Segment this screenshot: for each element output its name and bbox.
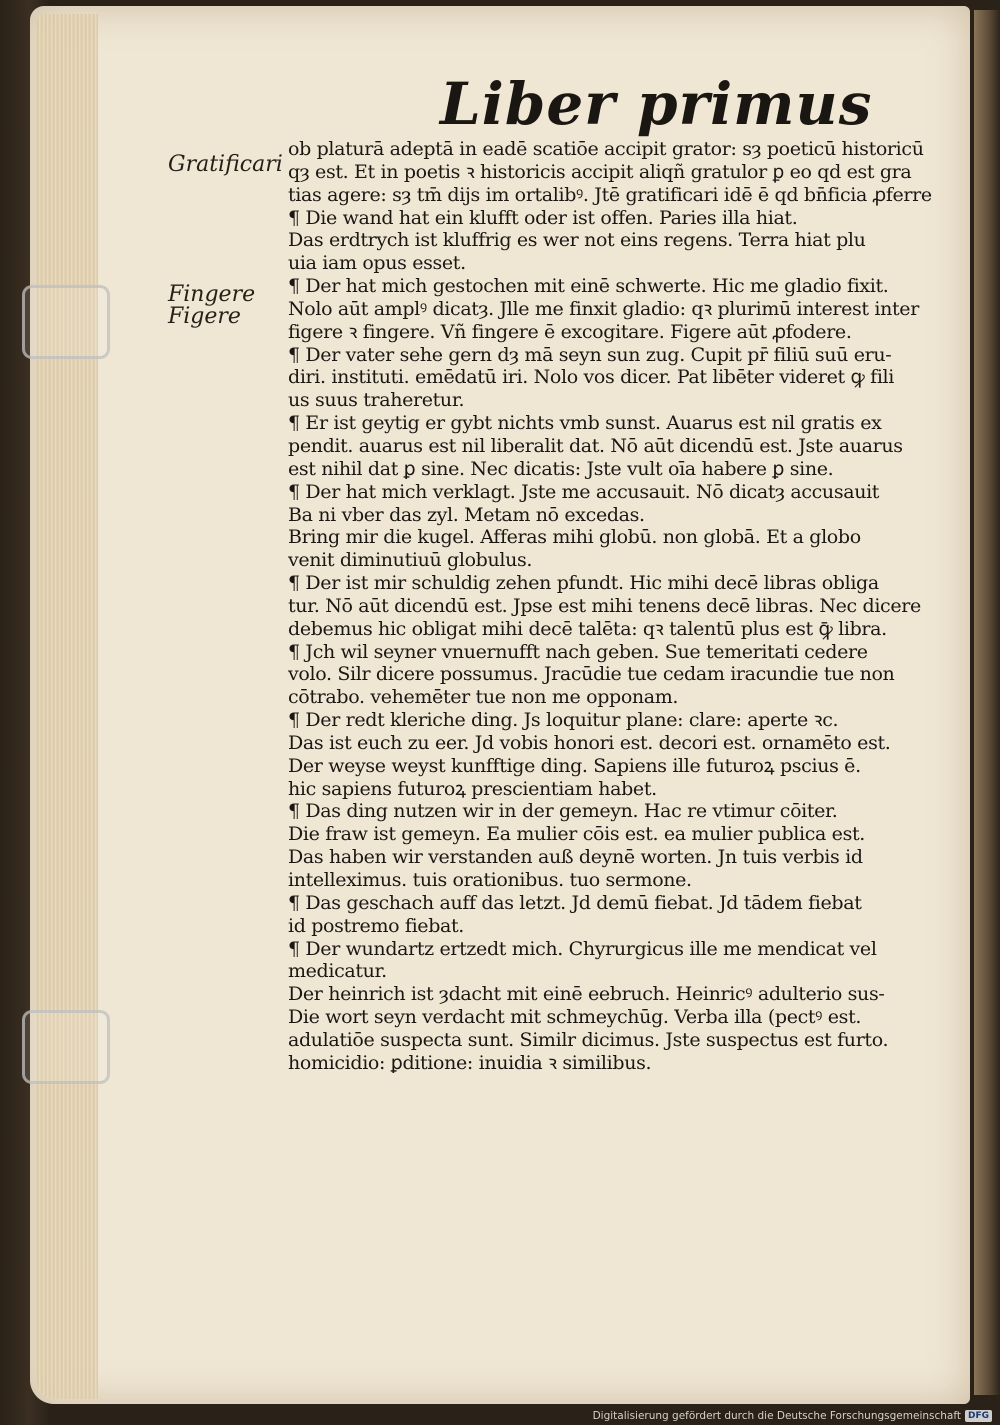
text-line: Das ist euch zu eer. Jd vobis honori est. decori est. ornamēto est. [288,731,891,754]
text-line: hic sapiens futuroꝝ prescientiam habet. [288,777,657,800]
text-line: ¶ Das ding nutzen wir in der gemeyn. Hac re vtimur cōiter. [288,800,838,823]
text-line: us suus traheretur. [288,389,465,412]
page-fore-edge [36,14,98,1399]
facing-page-edge [974,10,1000,1395]
text-line: qȝ est. Et in poetis ꝛ historicis accipit aliqñ gratulor ꝑ eo qd est gra [288,160,912,183]
text-line: id postremo fiebat. [288,914,464,937]
margin-note: Gratificari [168,152,283,177]
text-line: Die wort seyn verdacht mit schmeychūg. Verba illa (pectꝰ est. [288,1006,862,1029]
text-line: ¶ Der redt kleriche ding. Js loquitur plane: clare: aperte ꝛc. [288,709,839,732]
text-line: tur. Nō aūt dicendū est. Jpse est mihi tenens decē libras. Nec dicere [288,594,921,617]
text-line: Das erdtrych ist kluffrig es wer not eins regens. Terra hiat plu [288,229,866,252]
text-line: homicidio: ꝑditione: inuidia ꝛ similibus. [288,1051,652,1074]
running-head: Liber primus [440,70,873,138]
text-line: ¶ Der ist mir schuldig zehen pfundt. Hic mihi decē libras obliga [288,572,879,595]
digitization-credit [593,1410,992,1422]
text-line: Das haben wir verstanden auß deynē worten. Jn tuis verbis id [288,846,863,869]
text-line: debemus hic obligat mihi decē talēta: qꝛ talentū plus est ꝙ̄ libra. [288,617,887,640]
text-line: ¶ Der vater sehe gern dȝ mā seyn sun zug. Cupit pr̄ filiū suū eru- [288,343,892,366]
text-line: est nihil dat ꝑ sine. Nec dicatis: Jste vult oīa habere ꝑ sine. [288,457,834,480]
text-line: ¶ Der hat mich gestochen mit einē schwerte. Hic me gladio fixit. [288,275,889,298]
text-line: pendit. auarus est nil liberalit dat. Nō aūt dicendū est. Jste auarus [288,434,903,457]
text-line: Der heinrich ist ȝdacht mit einē eebruch. Heinricꝰ adulterio sus- [288,983,885,1006]
page-clip [22,285,110,359]
main-text-block [288,138,938,1075]
text-line: ¶ Der wundartz ertzedt mich. Chyrurgicus ille me mendicat vel [288,937,877,960]
text-line: intelleximus. tuis orationibus. tuo sermone. [288,869,692,891]
text-line: ¶ Er ist geytig er gybt nichts vmb sunst. Auarus est nil gratis ex [288,412,882,435]
text-line: diri. instituti. emēdatū iri. Nolo vos dicer. Pat libēter videret ꝙ fili [288,366,895,389]
credit-text: Digitalisierung gefördert durch die Deutsche Forschungsgemeinschaft [592,1410,961,1422]
text-line: figere ꝛ fingere. Vñ fingere ē excogitare. Figere aūt ꝓfodere. [288,320,852,343]
text-line: ¶ Der hat mich verklagt. Jste me accusauit. Nō dicatȝ accusauit [288,480,880,503]
text-line: Nolo aūt amplꝰ dicatȝ. Jlle me finxit gladio: qꝛ plurimū interest inter [288,297,919,320]
page-clip [22,1010,110,1084]
dfg-logo: DFG [965,1410,992,1422]
text-line: cōtrabo. vehemēter tue non me opponam. [288,686,679,709]
text-line: tias agere: sȝ tm̄ dijs im ortalibꝰ. Jtē gratificari idē ē qd bn̄ficia ꝓferre [288,183,932,206]
text-line: Der weyse weyst kunfftige ding. Sapiens ille futuroꝝ pscius ē. [288,754,861,777]
text-line: medicatur. [288,960,387,983]
text-line: volo. Silr dicere possumus. Jracūdie tue cedam iracundie tue non [288,663,895,686]
text-line: Ba ni vber das zyl. Metam nō excedas. [288,503,645,526]
margin-note: Figere [168,304,241,329]
text-line: Bring mir die kugel. Afferas mihi globū. non globā. Et a globo [288,526,861,549]
text-line: ob platurā adeptā in eadē scatiōe accipit grator: sȝ poeticū historicū [288,138,924,160]
text-line: ¶ Die wand hat ein klufft oder ist offen. Paries illa hiat. [288,206,798,229]
text-line: Die fraw ist gemeyn. Ea mulier cōis est. ea mulier publica est. [288,823,865,846]
text-line: ¶ Das geschach auff das letzt. Jd demū fiebat. Jd tādem fiebat [288,891,862,914]
margin-note: Fingere [168,282,256,307]
text-line: venit diminutiuū globulus. [288,549,533,572]
text-line: adulatiōe suspecta sunt. Similr dicimus. Jste suspectus est furto. [288,1028,889,1051]
text-line: uia iam opus esset. [288,252,466,275]
text-line: ¶ Jch wil seyner vnuernufft nach geben. Sue temeritati cedere [288,640,868,663]
